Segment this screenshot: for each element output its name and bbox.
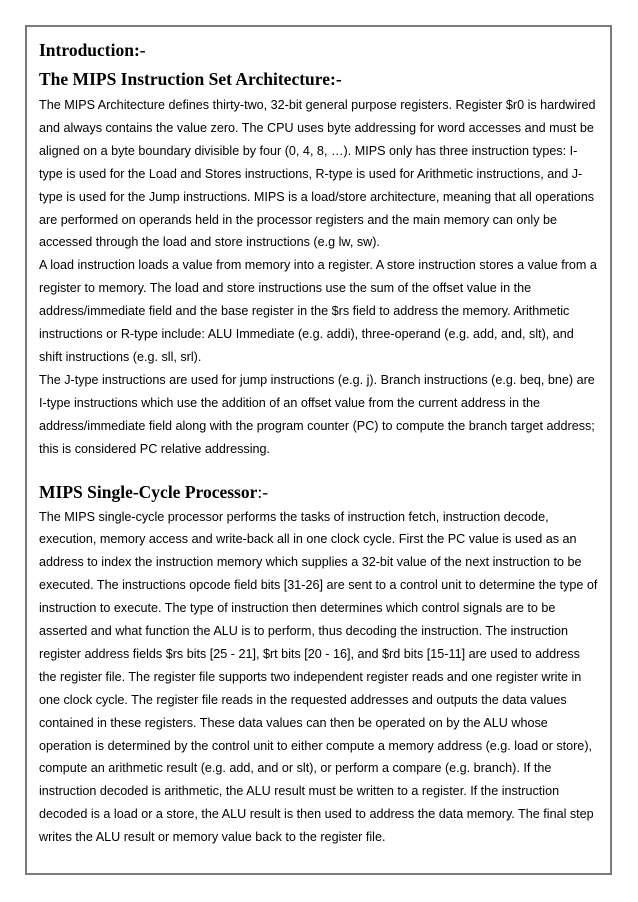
single-cycle-paragraph: The MIPS single-cycle processor performs the tasks of instruction fetch, instruction decode, execution, memory access and write-back all in one clock cycle. First the PC value is used as an address to index the instruction memory which supplies a 32-bit value of the next instruction to be executed. The instructions opcode field bits [31-26] are sent to a control unit to determine the type of instruction to execute. The type of instruction then determines which control signals are to be asserted and what function the ALU is to perform, thus decoding the instruction. The instruction register address fields $rs bits [25 - 21], $rt bits [20 - 16], and $rd bits [15-11] are used to address the register file. The register file supports two independent register reads and one register write in one clock cycle. The register file reads in the requested addresses and outputs the data values contained in these registers. These data values can then be operated on by the ALU whose operation is determined by the control unit to either compute a memory address (e.g. load or store), compute an arithmetic result (e.g. add, and or slt), or perform a compare (e.g. branch). If the instruction decoded is arithmetic, the ALU result must be written to a register. If the instruction decoded is a load or a store, the ALU result is then used to address the data memory. The final step writes the ALU result or memory value back to the register file. xyxy=(39,509,598,845)
isa-paragraph-1: The MIPS Architecture defines thirty-two, 32-bit general purpose registers. Register $r0 is hardwired and always contains the value zero. The CPU uses byte addressing for word accesses and must be aligned on a byte boundary divisible by four (0, 4, 8, …). MIPS only has three instruction types: I-type is used for the Load and Stores instructions, R-type is used for Arithmetic instructions, and J-type is used for the Jump instructions. MIPS is a load/store architecture, meaning that all operations are performed on operands held in the processor registers and the main memory can only be accessed through the load and store instructions (e.g lw, sw). xyxy=(39,98,596,250)
intro-heading: Introduction:- xyxy=(39,40,146,60)
isa-paragraph-2: A load instruction loads a value from memory into a register. A store instruction stores a value from a register to memory. The load and store instructions use the sum of the offset value in the address/immediate field and the base register in the $rs field to address the memory. Arithmetic instructions or R-type include: ALU Immediate (e.g. addi), three-operand (e.g. add, and, slt), and shift instructions (e.g. sll, srl). xyxy=(39,258,597,364)
single-cycle-heading-suffix: :- xyxy=(257,481,269,502)
isa-paragraph-3: The J-type instructions are used for jump instructions (e.g. j). Branch instructions (e.g. beq, bne) are I-type instructions which use the addition of an offset value from the current address in the address/immediate field along with the program counter (PC) to compute the branch target address; this is considered PC relative addressing. xyxy=(39,372,595,456)
isa-heading: The MIPS Instruction Set Architecture:- xyxy=(39,69,342,89)
single-cycle-heading-text: MIPS Single-Cycle Processor xyxy=(39,481,258,502)
document-page xyxy=(25,25,612,875)
single-cycle-heading xyxy=(39,481,598,503)
